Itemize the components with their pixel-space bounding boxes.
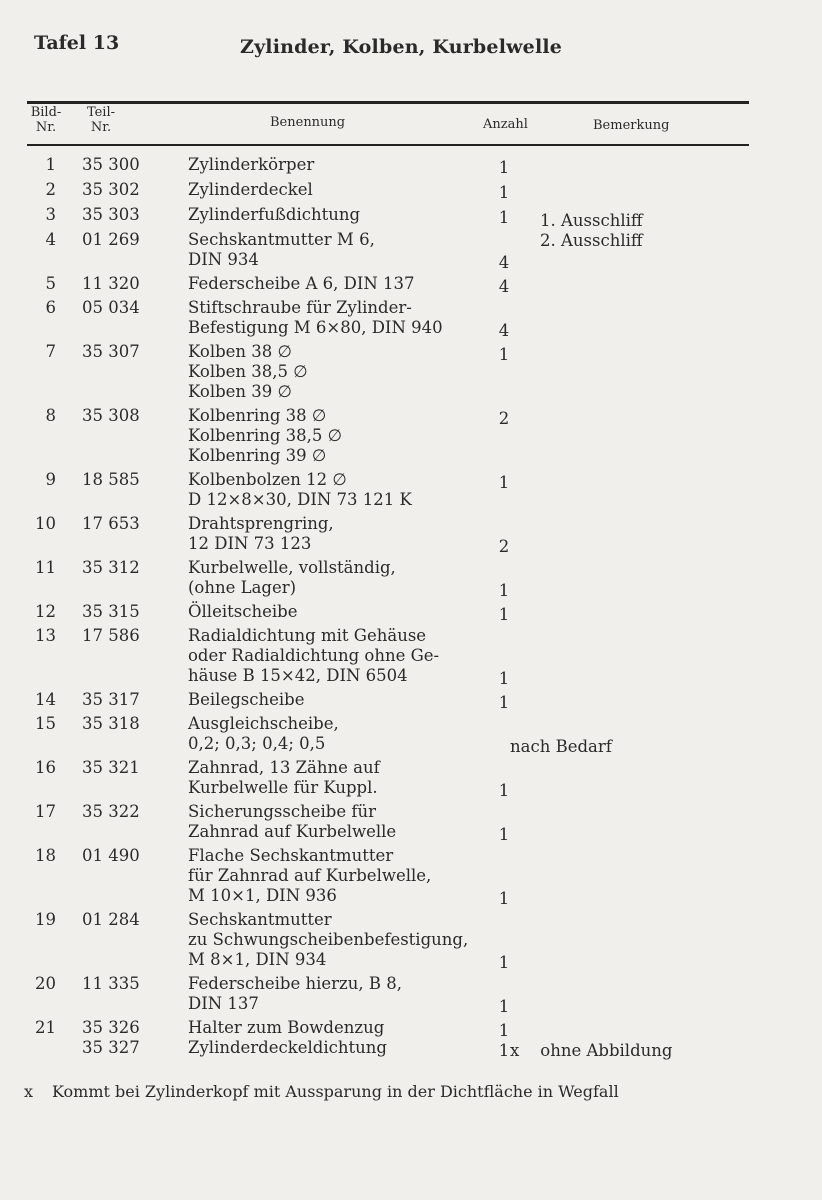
benennung — [188, 274, 488, 294]
anzahl: 1 — [498, 997, 510, 1016]
benennung-line: Kolbenbolzen 12 ∅ — [188, 470, 347, 489]
remark-line: 1. Ausschliff — [540, 211, 643, 230]
col-bild-nr: Bild- Nr. — [30, 105, 62, 135]
table-row — [0, 274, 822, 294]
bild-nr: 11 — [35, 558, 56, 577]
column-header-row — [0, 103, 822, 143]
bild-nr: 9 — [45, 470, 56, 489]
teil-nr: 01 490 — [82, 846, 140, 865]
benennung — [188, 910, 488, 970]
bild-nr: 3 — [45, 205, 56, 224]
table-row — [0, 974, 822, 1014]
table-row — [0, 758, 822, 798]
bild-nr: 1 — [45, 155, 56, 174]
table-row — [0, 1018, 822, 1038]
table-row — [0, 1038, 822, 1058]
table-row — [0, 910, 822, 970]
anzahl: 4 — [498, 321, 510, 340]
benennung-line: Kurbelwelle für Kuppl. — [188, 778, 378, 797]
benennung-line: oder Radialdichtung ohne Ge- — [188, 646, 440, 665]
table-row — [0, 406, 822, 466]
benennung-line: Kolben 38 ∅ — [188, 342, 292, 361]
bild-nr: 21 — [35, 1018, 56, 1037]
footnote — [24, 1082, 794, 1101]
anzahl: 1 — [498, 669, 510, 688]
table-row — [0, 155, 822, 175]
benennung — [188, 802, 488, 842]
benennung — [188, 758, 488, 798]
anzahl: 1 — [498, 953, 510, 972]
benennung-line: Radialdichtung mit Gehäuse — [188, 626, 427, 645]
table-row — [0, 298, 822, 338]
benennung-line: Federscheibe A 6, DIN 137 — [188, 274, 415, 293]
anzahl: 4 — [498, 277, 510, 296]
benennung-line: DIN 934 — [188, 250, 259, 269]
anzahl: 1 — [498, 889, 510, 908]
teil-nr: 01 284 — [82, 910, 140, 929]
remark-line: 2. Ausschliff — [540, 231, 643, 250]
bild-nr: 5 — [45, 274, 56, 293]
benennung-line: Befestigung M 6×80, DIN 940 — [188, 318, 443, 337]
benennung-line: 12 DIN 73 123 — [188, 534, 312, 553]
table-row — [0, 205, 822, 225]
footnote-text: Kommt bei Zylinderkopf mit Aussparung in der Dichtfläche in Wegfall — [52, 1082, 619, 1101]
header-rule — [27, 144, 749, 146]
plate-number: Tafel 13 — [34, 32, 120, 54]
bemerkung: x ohne Abbildung — [510, 1041, 673, 1060]
col-bemerkung: Bemerkung — [593, 118, 670, 133]
teil-nr: 35 307 — [82, 342, 140, 361]
benennung-line: Kolbenring 38 ∅ — [188, 406, 327, 425]
bild-nr: 18 — [35, 846, 56, 865]
teil-nr: 05 034 — [82, 298, 140, 317]
col-benennung: Benennung — [270, 115, 346, 130]
benennung — [188, 230, 488, 270]
bild-nr: 10 — [35, 514, 56, 533]
anzahl: 2 — [498, 537, 510, 556]
kolben-remarks — [540, 211, 643, 251]
benennung-line: D 12×8×30, DIN 73 121 K — [188, 490, 412, 509]
page-header — [0, 30, 822, 70]
teil-nr: 35 315 — [82, 602, 140, 621]
teil-nr: 01 269 — [82, 230, 140, 249]
table-row — [0, 846, 822, 906]
bild-nr: 7 — [45, 342, 56, 361]
benennung-line: M 8×1, DIN 934 — [188, 950, 327, 969]
anzahl: 1 — [498, 581, 510, 600]
benennung-line: Kolbenring 39 ∅ — [188, 446, 327, 465]
anzahl: 1 — [498, 605, 510, 624]
teil-nr: 35 327 — [82, 1038, 140, 1057]
anzahl: 1 — [498, 1041, 510, 1060]
benennung-line: Zahnrad, 13 Zähne auf — [188, 758, 380, 777]
benennung-line: Flache Sechskantmutter — [188, 846, 394, 865]
anzahl: 1 — [498, 183, 510, 202]
footnote-mark: x — [24, 1082, 34, 1101]
table-row — [0, 514, 822, 554]
benennung — [188, 470, 488, 510]
table-row — [0, 558, 822, 598]
bild-nr: 13 — [35, 626, 56, 645]
table-row — [0, 180, 822, 200]
anzahl: 4 — [498, 253, 510, 272]
col-teil-nr: Teil- Nr. — [86, 105, 116, 135]
benennung-line: Drahtsprengring, — [188, 514, 334, 533]
teil-nr: 17 653 — [82, 514, 140, 533]
parts-table — [0, 155, 822, 1058]
col-anzahl: Anzahl — [483, 117, 528, 132]
bemerkung: nach Bedarf — [510, 737, 612, 756]
teil-nr: 35 318 — [82, 714, 140, 733]
bild-nr: 17 — [35, 802, 56, 821]
table-row — [0, 802, 822, 842]
table-row — [0, 342, 822, 402]
teil-nr: 17 586 — [82, 626, 140, 645]
benennung — [188, 846, 488, 906]
teil-nr: 35 322 — [82, 802, 140, 821]
teil-nr: 35 302 — [82, 180, 140, 199]
benennung-line: Zahnrad auf Kurbelwelle — [188, 822, 397, 841]
bild-nr: 15 — [35, 714, 56, 733]
benennung — [188, 514, 488, 554]
benennung — [188, 1038, 488, 1058]
benennung-line: Kolben 39 ∅ — [188, 382, 292, 401]
benennung-line: Zylinderdeckel — [188, 180, 313, 199]
benennung — [188, 558, 488, 598]
benennung-line: Sechskantmutter M 6, — [188, 230, 375, 249]
benennung-line: Ausgleichscheibe, — [188, 714, 339, 733]
teil-nr: 35 317 — [82, 690, 140, 709]
benennung-line: Kolbenring 38,5 ∅ — [188, 426, 343, 445]
table-row — [0, 602, 822, 622]
benennung-line: Zylinderfußdichtung — [188, 205, 361, 224]
bild-nr: 4 — [45, 230, 56, 249]
benennung — [188, 690, 488, 710]
bild-nr: 20 — [35, 974, 56, 993]
benennung-line: Stiftschraube für Zylinder- — [188, 298, 412, 317]
benennung-line: Zylinderkörper — [188, 155, 315, 174]
benennung-line: Ölleitscheibe — [188, 602, 298, 621]
anzahl: 1 — [498, 208, 510, 227]
anzahl: 1 — [498, 345, 510, 364]
teil-nr: 18 585 — [82, 470, 140, 489]
anzahl: 1 — [498, 158, 510, 177]
benennung — [188, 602, 488, 622]
benennung-line: zu Schwungscheibenbefestigung, — [188, 930, 469, 949]
teil-nr: 35 321 — [82, 758, 140, 777]
anzahl: 1 — [498, 473, 510, 492]
benennung-line: für Zahnrad auf Kurbelwelle, — [188, 866, 432, 885]
table-row — [0, 470, 822, 510]
teil-nr: 11 320 — [82, 274, 140, 293]
benennung-line: Sicherungsscheibe für — [188, 802, 376, 821]
benennung — [188, 714, 488, 754]
table-row — [0, 690, 822, 710]
teil-nr: 11 335 — [82, 974, 140, 993]
benennung-line: Kurbelwelle, vollständig, — [188, 558, 396, 577]
benennung — [188, 974, 488, 1014]
anzahl: 1 — [498, 1021, 510, 1040]
benennung — [188, 205, 488, 225]
benennung-line: häuse B 15×42, DIN 6504 — [188, 666, 408, 685]
benennung-line: Zylinderdeckeldichtung — [188, 1038, 387, 1057]
bild-nr: 14 — [35, 690, 56, 709]
teil-nr: 35 308 — [82, 406, 140, 425]
teil-nr: 35 326 — [82, 1018, 140, 1037]
benennung-line: Federscheibe hierzu, B 8, — [188, 974, 402, 993]
benennung-line: M 10×1, DIN 936 — [188, 886, 337, 905]
bild-nr: 16 — [35, 758, 56, 777]
anzahl: 1 — [498, 693, 510, 712]
benennung — [188, 180, 488, 200]
table-row — [0, 626, 822, 686]
bild-nr: 12 — [35, 602, 56, 621]
bild-nr: 19 — [35, 910, 56, 929]
benennung-line: Halter zum Bowdenzug — [188, 1018, 385, 1037]
benennung-line: 0,2; 0,3; 0,4; 0,5 — [188, 734, 326, 753]
benennung-line: Kolben 38,5 ∅ — [188, 362, 308, 381]
benennung — [188, 155, 488, 175]
benennung-line: Sechskantmutter — [188, 910, 332, 929]
bild-nr: 8 — [45, 406, 56, 425]
benennung — [188, 406, 488, 466]
anzahl: 1 — [498, 781, 510, 800]
benennung-line: Beilegscheibe — [188, 690, 305, 709]
benennung — [188, 342, 488, 402]
table-row — [0, 230, 822, 270]
benennung — [188, 1018, 488, 1038]
benennung-line: (ohne Lager) — [188, 578, 297, 597]
teil-nr: 35 312 — [82, 558, 140, 577]
page-title: Zylinder, Kolben, Kurbelwelle — [240, 36, 563, 58]
teil-nr: 35 303 — [82, 205, 140, 224]
bild-nr: 6 — [45, 298, 56, 317]
benennung — [188, 298, 488, 338]
teil-nr: 35 300 — [82, 155, 140, 174]
benennung-line: DIN 137 — [188, 994, 259, 1013]
table-row — [0, 714, 822, 754]
bild-nr: 2 — [45, 180, 56, 199]
anzahl: 1 — [498, 825, 510, 844]
benennung — [188, 626, 488, 686]
anzahl: 2 — [498, 409, 510, 428]
